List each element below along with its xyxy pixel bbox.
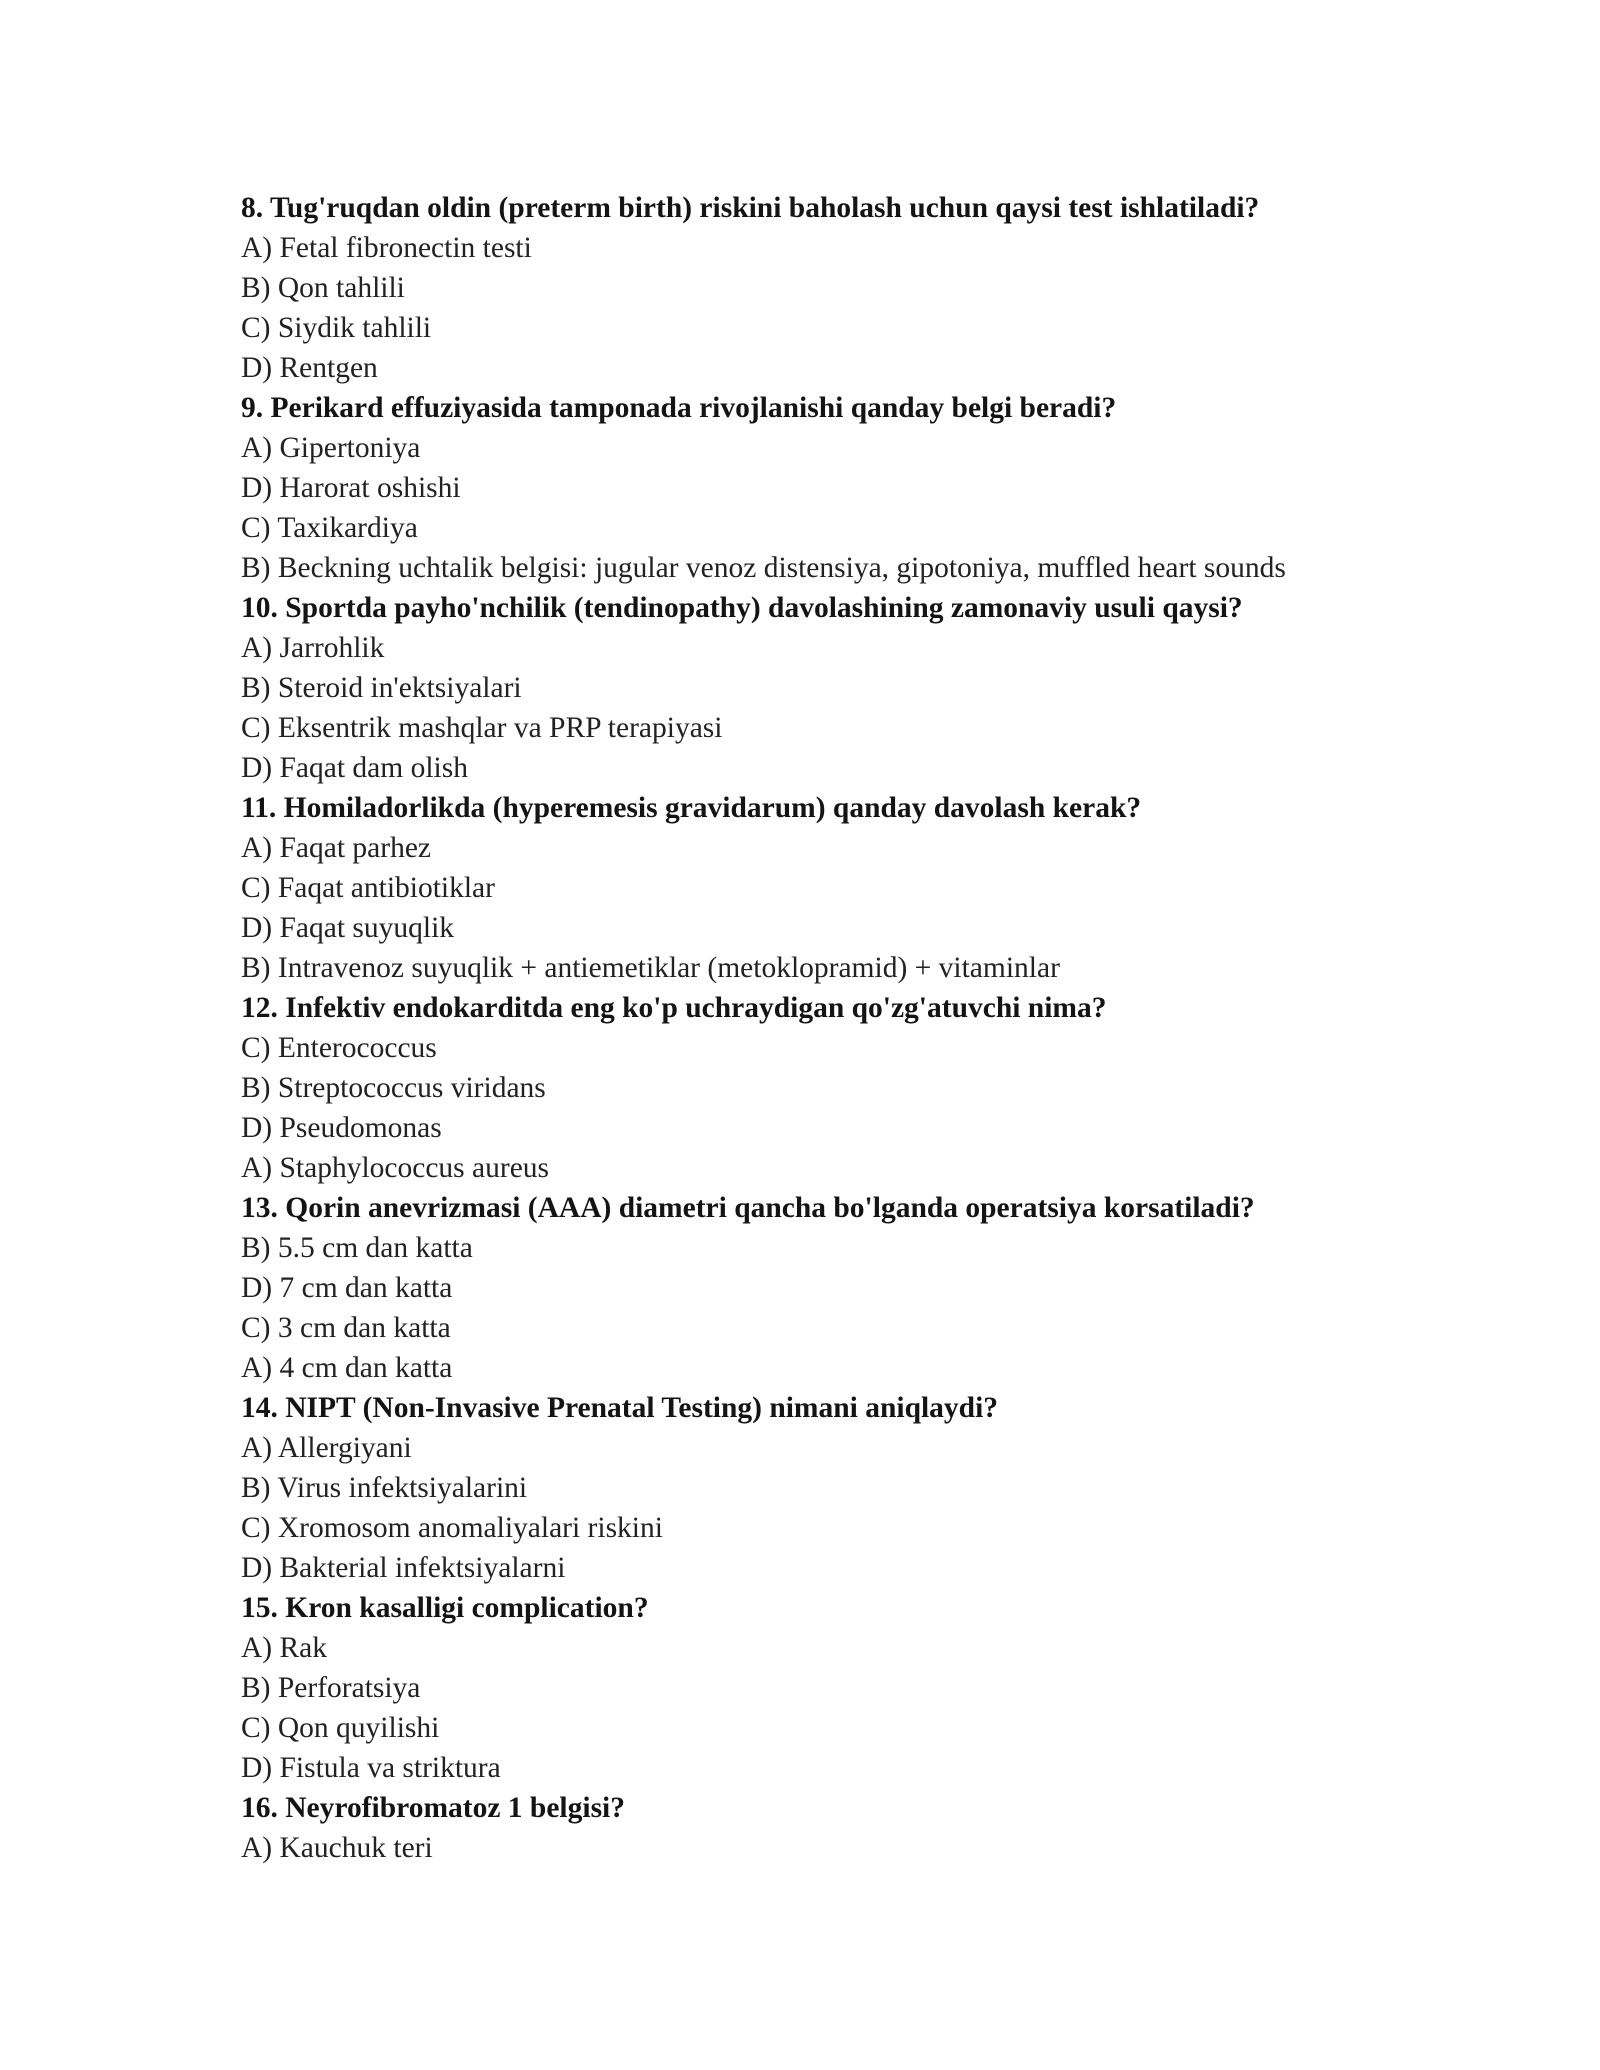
answer-option: C) Siydik tahlili: [241, 312, 432, 344]
question-text: 10. Sportda payho'nchilik (tendinopathy) davolashining zamonaviy usuli qaysi?: [241, 592, 1243, 624]
question-text: 14. NIPT (Non-Invasive Prenatal Testing) nimani aniqlaydi?: [241, 1392, 999, 1424]
question-block: [241, 788, 1541, 988]
question-text: 11. Homiladorlikda (hyperemesis gravidarum) qanday davolash kerak?: [241, 792, 1142, 824]
answer-option: B) Intravenoz suyuqlik + antiemetiklar (metoklopramid) + vitaminlar: [241, 952, 1060, 984]
answer-option: B) Streptococcus viridans: [241, 1072, 546, 1104]
answer-option: D) 7 cm dan katta: [241, 1272, 453, 1304]
question-text: 13. Qorin anevrizmasi (AAA) diametri qancha bo'lganda operatsiya korsatiladi?: [241, 1192, 1255, 1224]
question-text: 8. Tug'ruqdan oldin (preterm birth) riskini baholash uchun qaysi test ishlatiladi?: [241, 192, 1260, 224]
answer-option: D) Rentgen: [241, 352, 378, 384]
answer-option: A) Staphylococcus aureus: [241, 1152, 550, 1184]
answer-option: C) 3 cm dan katta: [241, 1312, 451, 1344]
question-block: [241, 1188, 1541, 1388]
question-block: [241, 988, 1541, 1188]
question-block: [241, 388, 1541, 588]
question-list: [241, 188, 1541, 1868]
answer-option: C) Eksentrik mashqlar va PRP terapiyasi: [241, 712, 723, 744]
answer-option: D) Faqat dam olish: [241, 752, 468, 784]
answer-option: A) Rak: [241, 1632, 328, 1664]
answer-option: B) Beckning uchtalik belgisi: jugular venoz distensiya, gipotoniya, muffled heart sounds: [241, 552, 1286, 584]
answer-option: A) 4 cm dan katta: [241, 1352, 453, 1384]
answer-option: A) Gipertoniya: [241, 432, 421, 464]
answer-option: D) Harorat oshishi: [241, 472, 461, 504]
answer-option: A) Jarrohlik: [241, 632, 385, 664]
question-block: [241, 1788, 1541, 1868]
answer-option: C) Qon quyilishi: [241, 1712, 440, 1744]
answer-option: C) Enterococcus: [241, 1032, 437, 1064]
answer-option: D) Faqat suyuqlik: [241, 912, 455, 944]
answer-option: A) Kauchuk teri: [241, 1832, 433, 1864]
question-text: 9. Perikard effuziyasida tamponada rivojlanishi qanday belgi beradi?: [241, 392, 1117, 424]
answer-option: B) Qon tahlili: [241, 272, 405, 304]
answer-option: C) Taxikardiya: [241, 512, 418, 544]
answer-option: C) Faqat antibiotiklar: [241, 872, 495, 904]
answer-option: B) Virus infektsiyalarini: [241, 1472, 528, 1504]
question-text: 12. Infektiv endokarditda eng ko'p uchraydigan qo'zg'atuvchi nima?: [241, 992, 1107, 1024]
answer-option: D) Fistula va striktura: [241, 1752, 501, 1784]
answer-option: D) Pseudomonas: [241, 1112, 442, 1144]
answer-option: A) Fetal fibronectin testi: [241, 232, 532, 264]
answer-option: B) Perforatsiya: [241, 1672, 421, 1704]
answer-option: D) Bakterial infektsiyalarni: [241, 1552, 566, 1584]
question-block: [241, 1588, 1541, 1788]
answer-option: A) Allergiyani: [241, 1432, 412, 1464]
question-block: [241, 588, 1541, 788]
answer-option: B) 5.5 cm dan katta: [241, 1232, 473, 1264]
answer-option: A) Faqat parhez: [241, 832, 432, 864]
question-block: [241, 188, 1541, 388]
answer-option: B) Steroid in'ektsiyalari: [241, 672, 522, 704]
question-text: 15. Kron kasalligi complication?: [241, 1592, 649, 1624]
answer-option: C) Xromosom anomaliyalari riskini: [241, 1512, 663, 1544]
question-block: [241, 1388, 1541, 1588]
question-text: 16. Neyrofibromatoz 1 belgisi?: [241, 1792, 626, 1824]
